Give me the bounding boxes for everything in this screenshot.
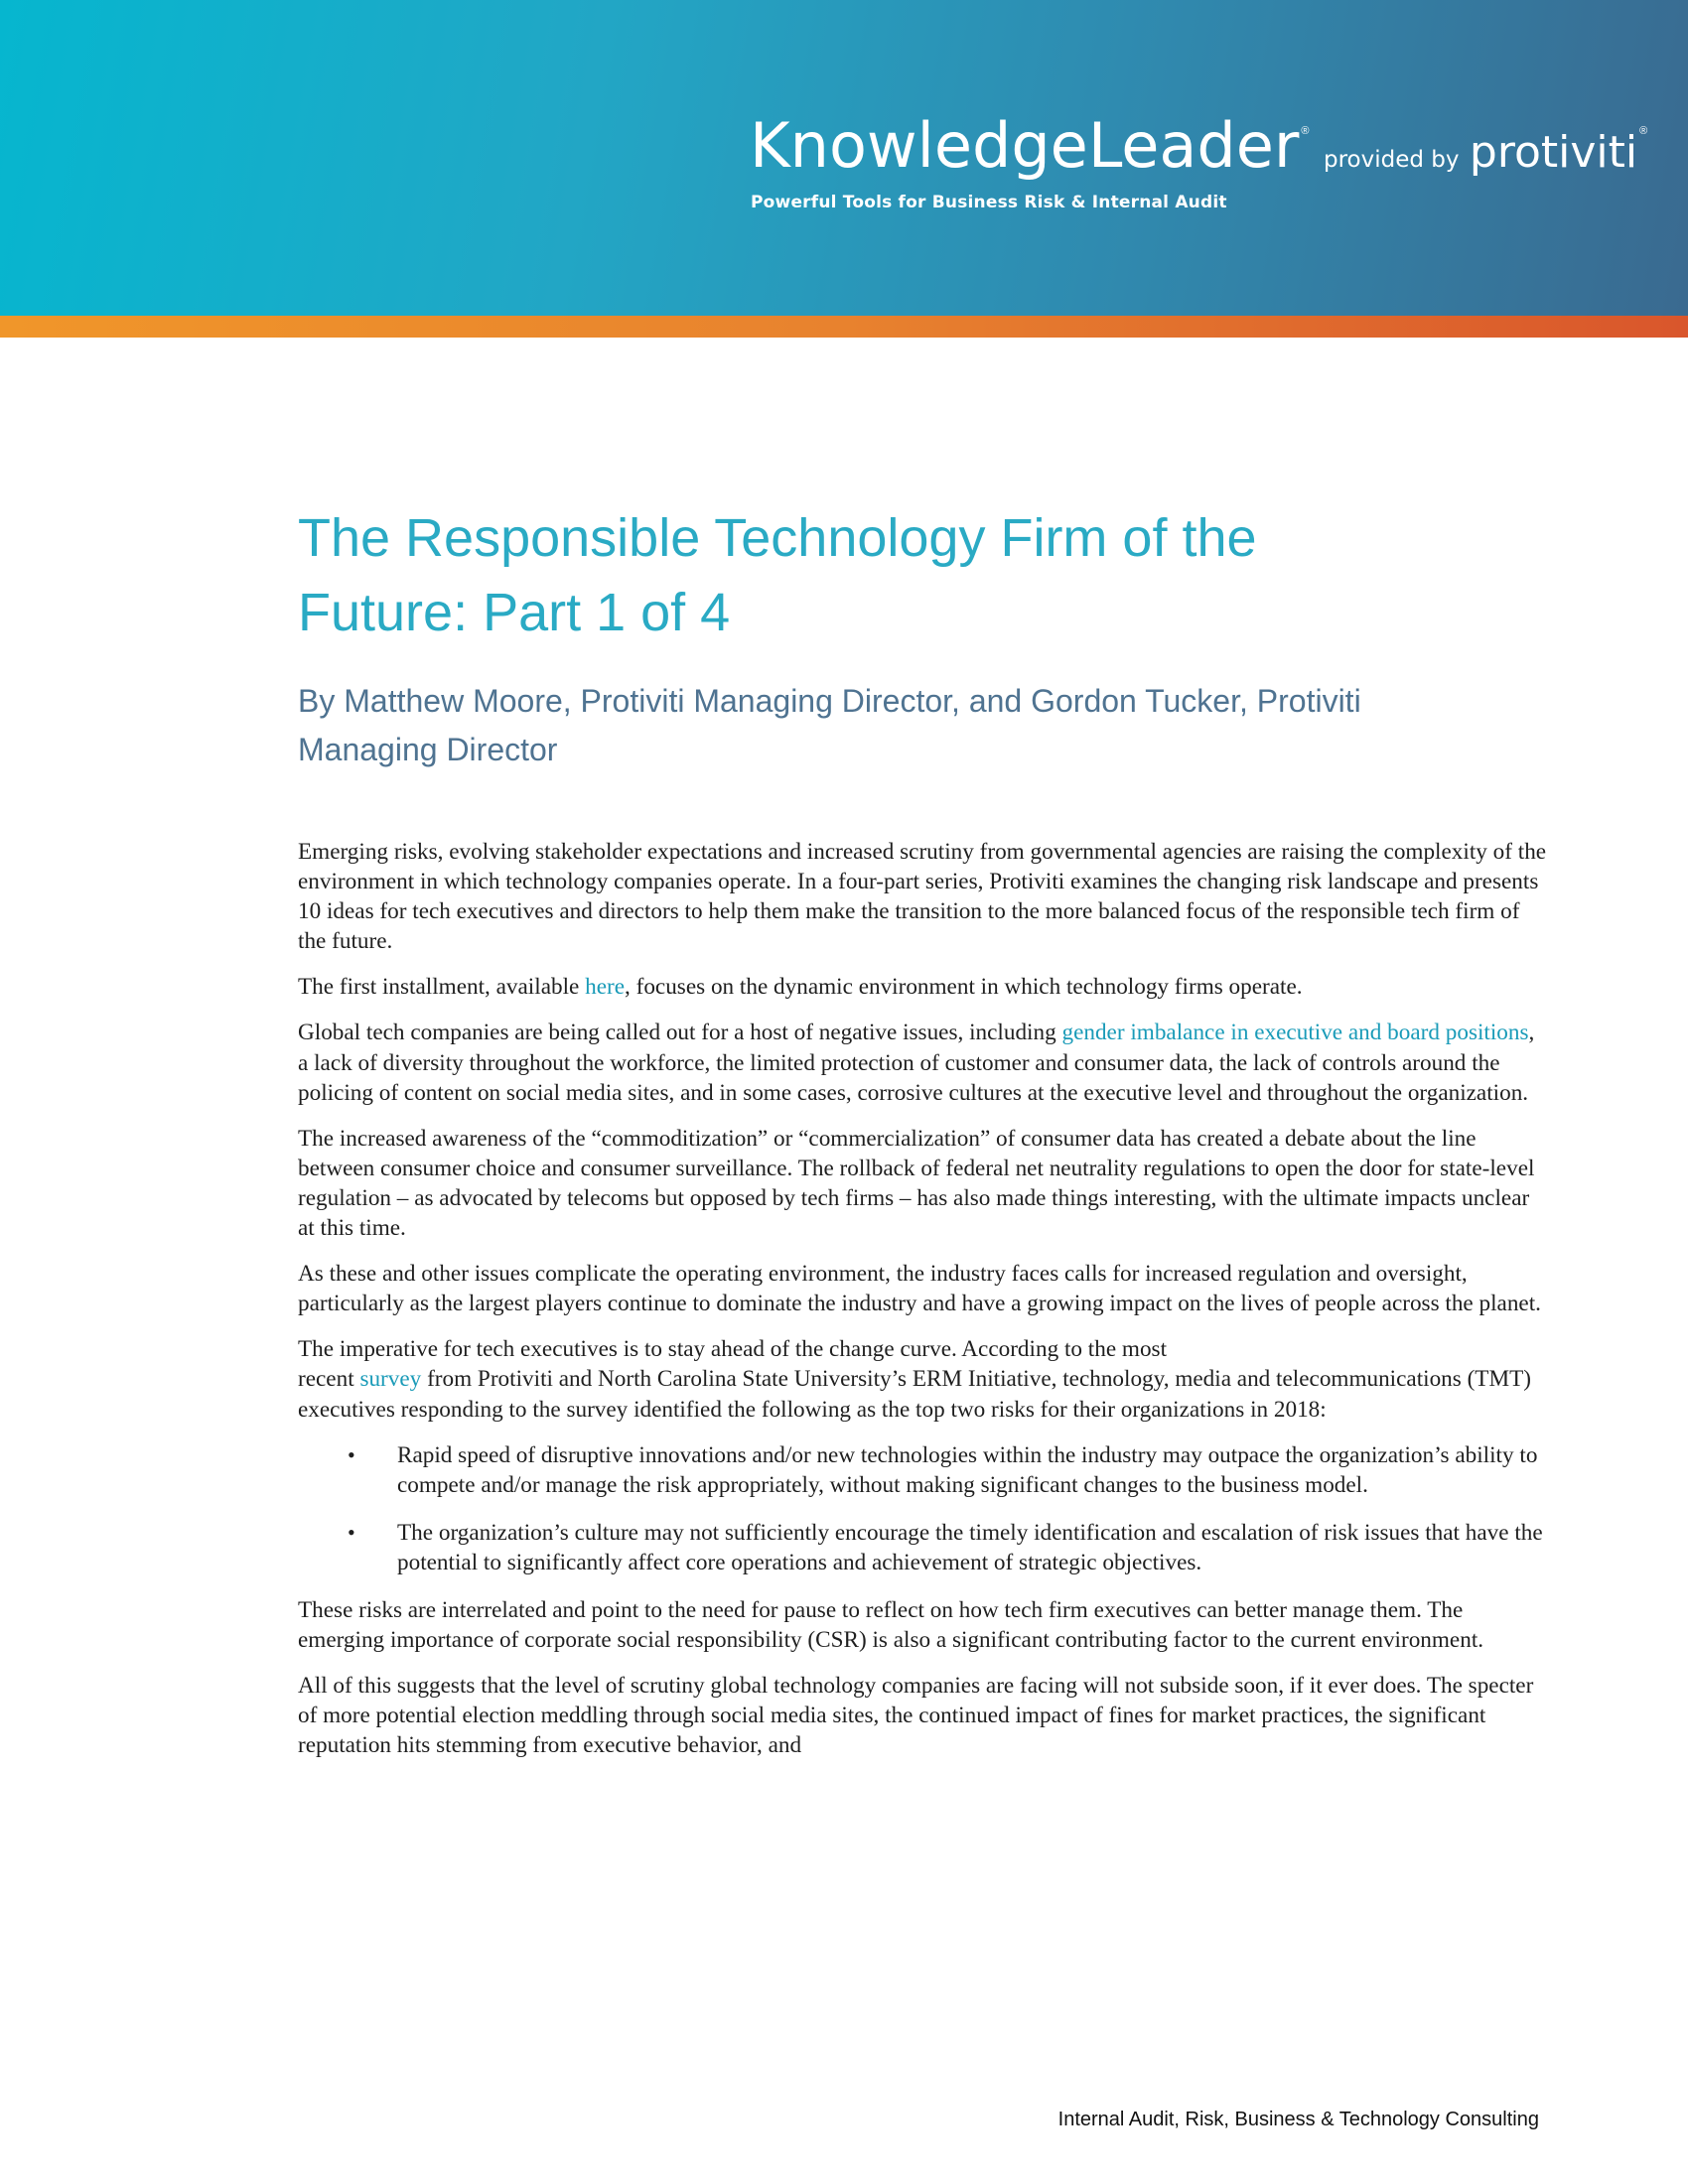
here-link[interactable]: here bbox=[585, 974, 626, 1001]
p6-line-1: The imperative for tech executives is to stay ahead of the change curve. According to the most bbox=[298, 1336, 1168, 1363]
article-body bbox=[298, 837, 1549, 1776]
title-line-2: Future: Part 1 of 4 bbox=[298, 583, 731, 642]
bullet-icon: • bbox=[348, 1519, 355, 1545]
p6-text-before: recent bbox=[298, 1366, 360, 1393]
list-item-text: The organization’s culture may not sufficiently encourage the timely identification and escalation of risk issues that have the potential to significantly affect core operations and achievement of strategic objectives. bbox=[397, 1519, 1543, 1575]
paragraph-interrelated: These risks are interrelated and point to the need for pause to reflect on how tech firm executives can better manage them. The emerging importance of corporate social responsibility (CSR) is also a significant contributing factor to the current environment. bbox=[298, 1596, 1484, 1654]
list-item-text: Rapid speed of disruptive innovations and/or new technologies within the industry may outpace the organization’s ability to compete and/or manage the risk appropriately, without making significant changes to the business model. bbox=[397, 1441, 1538, 1498]
paragraph-commoditization: The increased awareness of the “commoditization” or “commercialization” of consumer data has created a debate about the line between consumer choice and consumer surveillance. The rollback of federal net neutrality regulations to open the door for state-level regulation – as advocated by telecoms but opposed by tech firms – has also made things interesting, with the ultimate impacts unclear at this time. bbox=[298, 1125, 1535, 1242]
protiviti-brand: protiviti bbox=[1469, 127, 1638, 178]
p6-text-after: from Protiviti and North Carolina State University’s ERM Initiative, technology, media and telecommunications (TMT) executives responding to the survey identified the following as the top two risks for their organizations in 2018: bbox=[298, 1366, 1531, 1423]
registered-mark-2: ® bbox=[1639, 125, 1648, 137]
brand-name: KnowledgeLeader bbox=[750, 109, 1300, 182]
header-accent-bar bbox=[0, 316, 1688, 338]
header-tagline: Powerful Tools for Business Risk & Internal Audit bbox=[751, 193, 1227, 212]
p3-text-after: , a lack of diversity throughout the workforce, the limited protection of customer and consumer data, the lack of controls around the policing of content on social media sites, and in some cases, corrosive cultures at the executive level and throughout the organization. bbox=[298, 1020, 1535, 1106]
survey-link[interactable]: survey bbox=[359, 1366, 422, 1393]
page-title bbox=[298, 501, 1549, 650]
title-line-1: The Responsible Technology Firm of the bbox=[298, 508, 1257, 568]
list-item bbox=[298, 1518, 1549, 1577]
paragraph-global-tech bbox=[298, 1018, 1549, 1107]
p2-text-before: The first installment, available bbox=[298, 974, 586, 1001]
paragraph-imperative bbox=[298, 1334, 1549, 1424]
p2-text-after: , focuses on the dynamic environment in which technology firms operate. bbox=[625, 974, 1303, 1001]
risk-list bbox=[298, 1440, 1549, 1577]
p3-text-before: Global tech companies are being called out for a host of negative issues, including bbox=[298, 1020, 1062, 1046]
paragraph-first-installment bbox=[298, 972, 1549, 1002]
byline-line-1: By Matthew Moore, Protiviti Managing Director, and Gordon Tucker, Protiviti bbox=[298, 683, 1361, 719]
provided-by-text: provided by bbox=[1323, 147, 1460, 173]
paragraph-regulation: As these and other issues complicate the operating environment, the industry faces calls for increased regulation and oversight, particularly as the largest players continue to dominate the industry and have a growing impact on the lives of people across the planet. bbox=[298, 1261, 1541, 1317]
byline-line-2: Managing Director bbox=[298, 732, 558, 767]
paragraph-scrutiny: All of this suggests that the level of scrutiny global technology companies are facing will not subside soon, if it ever does. The specter of more potential election meddling through social media sites, the continued impact of fines for market practices, the significant reputation hits stemming from executive behavior, and bbox=[298, 1673, 1534, 1759]
bullet-icon: • bbox=[348, 1441, 355, 1467]
author-byline bbox=[298, 677, 1549, 774]
knowledgeleader-logo bbox=[750, 111, 1647, 181]
paragraph-intro: Emerging risks, evolving stakeholder expectations and increased scrutiny from governmental agencies are raising the complexity of the environment in which technology companies operate. In a four-part series, Protiviti examines the changing risk landscape and presents 10 ideas for tech executives and directors to help them make the transition to the more balanced focus of the responsible tech firm of the future. bbox=[298, 839, 1547, 955]
gender-imbalance-link[interactable]: gender imbalance in executive and board positions bbox=[1061, 1020, 1529, 1046]
list-item bbox=[298, 1440, 1549, 1500]
registered-mark: ® bbox=[1301, 125, 1310, 137]
page-footer: Internal Audit, Risk, Business & Technology Consulting bbox=[1057, 2109, 1539, 2130]
